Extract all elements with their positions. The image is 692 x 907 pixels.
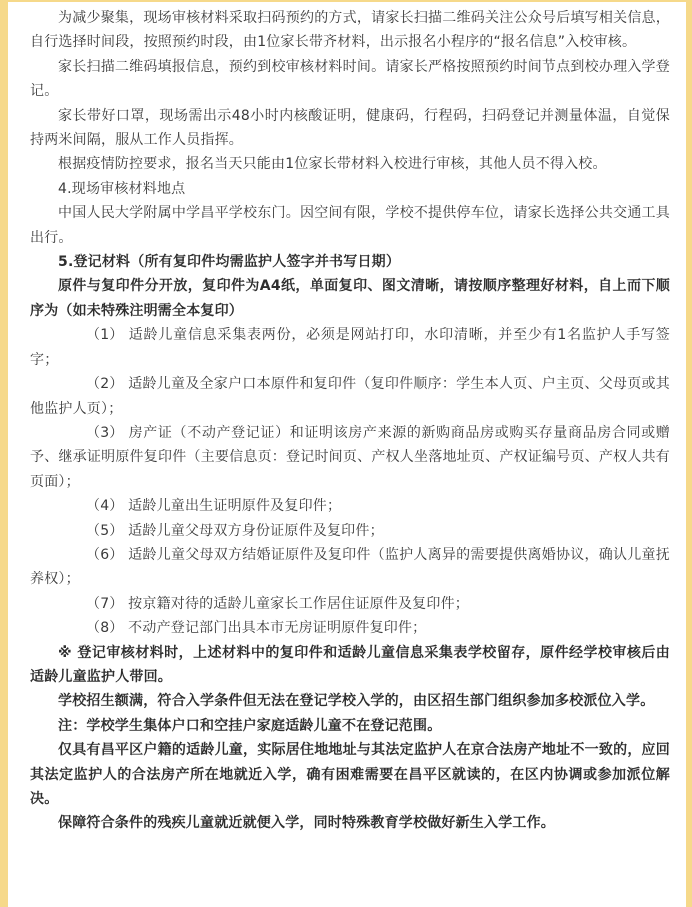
paragraph-scan-qr: 家长扫描二维码填报信息，预约到校审核材料时间。请家长严格按照预约时间节点到校办理入学登记。 — [30, 58, 670, 100]
paragraph-location: 中国人民大学附属中学昌平学校东门。因空间有限，学校不提供停车位，请家长选择公共交通工具出行。 — [30, 205, 670, 246]
list-item: （4） 适龄儿童出生证明原件及复印件； — [86, 498, 342, 515]
paragraph-changping-hukou: 仅具有昌平区户籍的适龄儿童，实际居住地地址与其法定监护人在京合法房产地址不一致的，应回其法定监护人的合法房产所在地就近入学，确有困难需要在昌平区就读的，在区内协调或参加派位解决。 — [30, 742, 670, 807]
paragraph-booking: 为减少聚集，现场审核材料采取扫码预约的方式，请家长扫描二维码关注公众号后填写相关信息，自行选择时间段，按照预约时段，由1位家长带齐材料，出示报名小程序的“报名信息”入校审核。 — [30, 10, 670, 51]
frame-top-border — [0, 0, 692, 2]
frame-right-border — [686, 0, 692, 907]
list-item: （6） 适龄儿童父母双方结婚证原件及复印件（监护人离异的需要提供离婚协议，确认儿童抚养权）； — [30, 546, 670, 588]
list-item: （5） 适龄儿童父母双方身份证原件及复印件； — [86, 522, 384, 539]
paragraph-quota-full: 学校招生额满，符合入学条件但无法在登记学校入学的，由区招生部门组织参加多校派位入学。 — [58, 693, 655, 710]
paragraph-one-parent: 根据疫情防控要求，报名当天只能由1位家长带材料入校进行审核，其他人员不得入校。 — [58, 156, 607, 173]
heading-registration-materials: 5.登记材料（所有复印件均需监护人签字并书写日期） — [58, 254, 401, 271]
paragraph-special-education: 保障符合条件的残疾儿童就近就便入学，同时特殊教育学校做好新生入学工作。 — [58, 815, 555, 832]
paragraph-health-requirements: 家长带好口罩，现场需出示48小时内核酸证明，健康码，行程码，扫码登记并测量体温，自觉保持两米间隔，服从工作人员指挥。 — [30, 107, 670, 149]
list-item: （2） 适龄儿童及全家户口本原件和复印件（复印件顺序：学生本人页、户主页、父母页或其他监护人页）； — [30, 376, 670, 417]
list-item: （8） 不动产登记部门出具本市无房证明原件复印件； — [86, 620, 427, 637]
article-body — [30, 6, 670, 836]
heading-review-location: 4.现场审核材料地点 — [58, 180, 186, 197]
list-item: （7） 按京籍对待的适龄儿童家长工作居住证原件及复印件； — [86, 595, 469, 612]
paragraph-retention-note: ※ 登记审核材料时，上述材料中的复印件和适龄儿童信息采集表学校留存，原件经学校审核后由适龄儿童监护人带回。 — [30, 644, 670, 685]
frame-left-border — [0, 0, 8, 907]
paragraph-copy-instructions: 原件与复印件分开放，复印件为A4纸，单面复印、图文清晰，请按顺序整理好材料，自上而下顺序为（如未特殊注明需全本复印） — [30, 278, 670, 319]
paragraph-collective-household-note: 注：学校学生集体户口和空挂户家庭适龄儿童不在登记范围。 — [58, 717, 442, 734]
list-item: （1） 适龄儿童信息采集表两份，必须是网站打印，水印清晰，并至少有1名监护人手写签字； — [30, 327, 670, 368]
list-item: （3） 房产证（不动产登记证）和证明该房产来源的新购商品房或购买存量商品房合同或赠予、继承证明原件复印件（主要信息页：登记时间页、产权人坐落地址页、产权证编号页、产权人共有页面）； — [30, 424, 671, 490]
